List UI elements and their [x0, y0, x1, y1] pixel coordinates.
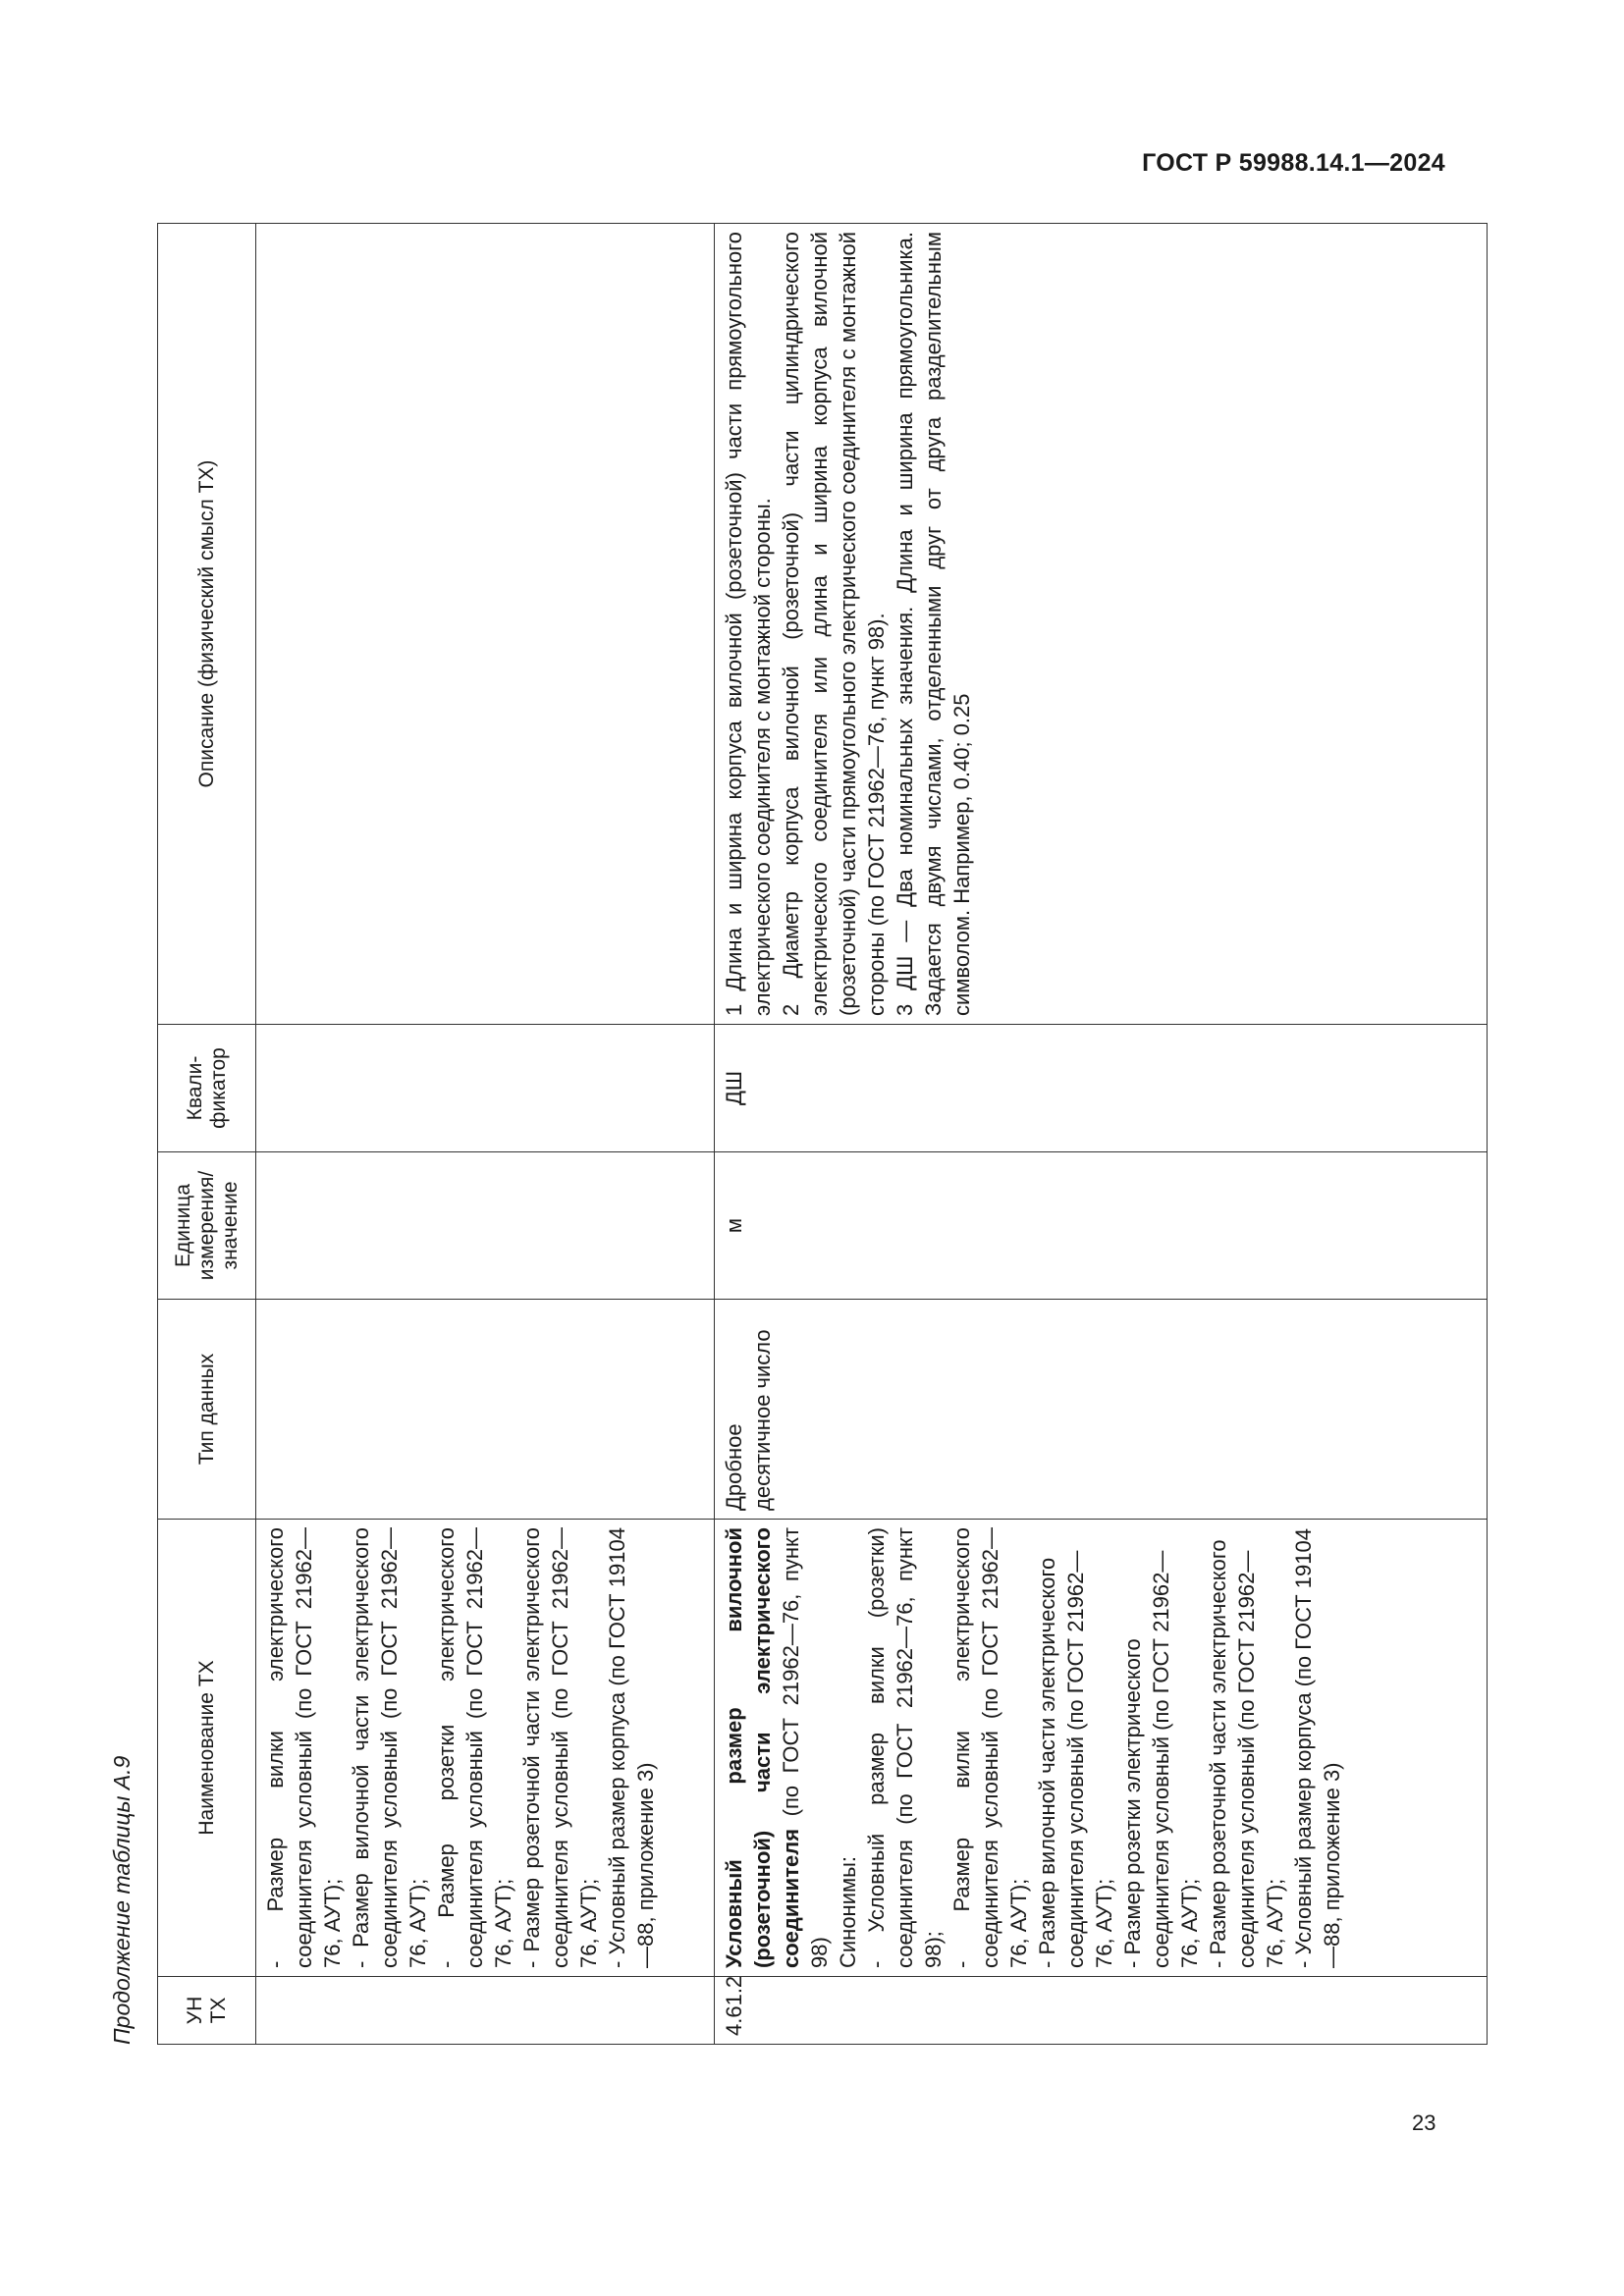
standard-code: ГОСТ Р 59988.14.1—2024 [1142, 149, 1445, 177]
rotated-table-block [108, 224, 1453, 2045]
page-number: 23 [1412, 2110, 1436, 2135]
cell-description [715, 224, 1488, 1025]
table-row [256, 224, 715, 2045]
description-line: 1 Длина и ширина корпуса вилочной (розеточной) части прямоугольного электрического соединителя с монтажной стороны. [722, 232, 775, 1016]
table-row [715, 224, 1488, 2045]
column-header-type: Тип данных [158, 1300, 256, 1520]
column-header-name: Наименование ТХ [158, 1520, 256, 1977]
name-line: - Размер розетки электрического соединителя условный (по ГОСТ 21962—76, АУТ); [1120, 1550, 1202, 1968]
column-header-unit: Единица измерения/ значение [158, 1152, 256, 1300]
cell-un [256, 1977, 715, 2045]
table-header-row [158, 224, 256, 2045]
name-line: - Условный размер корпуса (по ГОСТ 19104—88, приложение 3) [605, 1527, 658, 1968]
cell-unit: м [715, 1152, 1488, 1300]
cell-name [715, 1520, 1488, 1977]
description-line: 2 Диаметр корпуса вилочной (розеточной) части цилиндрического электрического соединителя или длина и ширина корпуса вилочной (розеточной) части прямоугольного электрического соединителя с монтажной стороны (по ГОСТ 21962—76, пункт 98). [779, 232, 889, 1016]
name-line: - Размер розетки электрического соединителя условный (по ГОСТ 21962—76, АУТ); [434, 1527, 515, 1968]
column-header-un: УН ТХ [158, 1977, 256, 2045]
name-line: - Условный размер вилки (розетки) соединителя (по ГОСТ 21962—76, пункт 98); [864, 1527, 946, 1968]
table-caption: Продолжение таблицы А.9 [109, 1755, 135, 2045]
name-title-reference: (по ГОСТ 21962—76, пункт 98) [779, 1527, 832, 1968]
name-line: - Размер вилки электрического соединителя условный (по ГОСТ 21962—76, АУТ); [949, 1527, 1031, 1968]
cell-qualifier [256, 1025, 715, 1152]
column-header-description: Описание (физический смысл ТХ) [158, 224, 256, 1025]
name-title-paragraph [720, 1527, 834, 1968]
name-line: - Размер розеточной части электрического соединителя условный (по ГОСТ 21962—76, АУТ); [519, 1527, 601, 1968]
synonyms-label: Синонимы: [836, 1855, 860, 1968]
name-line: - Размер вилочной части электрического соединителя условный (по ГОСТ 21962—76, АУТ); [1035, 1550, 1116, 1968]
name-line: - Размер вилки электрического соединителя условный (по ГОСТ 21962—76, АУТ); [263, 1527, 345, 1968]
name-line: - Условный размер корпуса (по ГОСТ 19104—88, приложение 3) [1291, 1528, 1344, 1968]
cell-description [256, 224, 715, 1025]
cell-qualifier: ДШ [715, 1025, 1488, 1152]
cell-type [256, 1300, 715, 1520]
column-header-qualifier: Квали- фикатор [158, 1025, 256, 1152]
name-title: Условный размер вилочной (розеточной) части электрического соединителя [722, 1527, 803, 1968]
name-line: - Размер вилочной части электрического соединителя условный (по ГОСТ 21962—76, АУТ); [349, 1527, 430, 1968]
name-line: - Размер розеточной части электрического соединителя условный (по ГОСТ 21962—76, АУТ); [1206, 1539, 1287, 1968]
cell-name [256, 1520, 715, 1977]
description-line: 3 ДШ — Два номинальных значения. Длина и ширина прямоугольника. Задается двумя числами, отделенными друг от друга разделительным символом. Например, 0.40; 0.25 [893, 232, 974, 1016]
cell-un: 4.61.2 [715, 1977, 1488, 2045]
specification-table [157, 223, 1488, 2045]
cell-unit [256, 1152, 715, 1300]
cell-type: Дробное десятичное число [715, 1300, 1488, 1520]
